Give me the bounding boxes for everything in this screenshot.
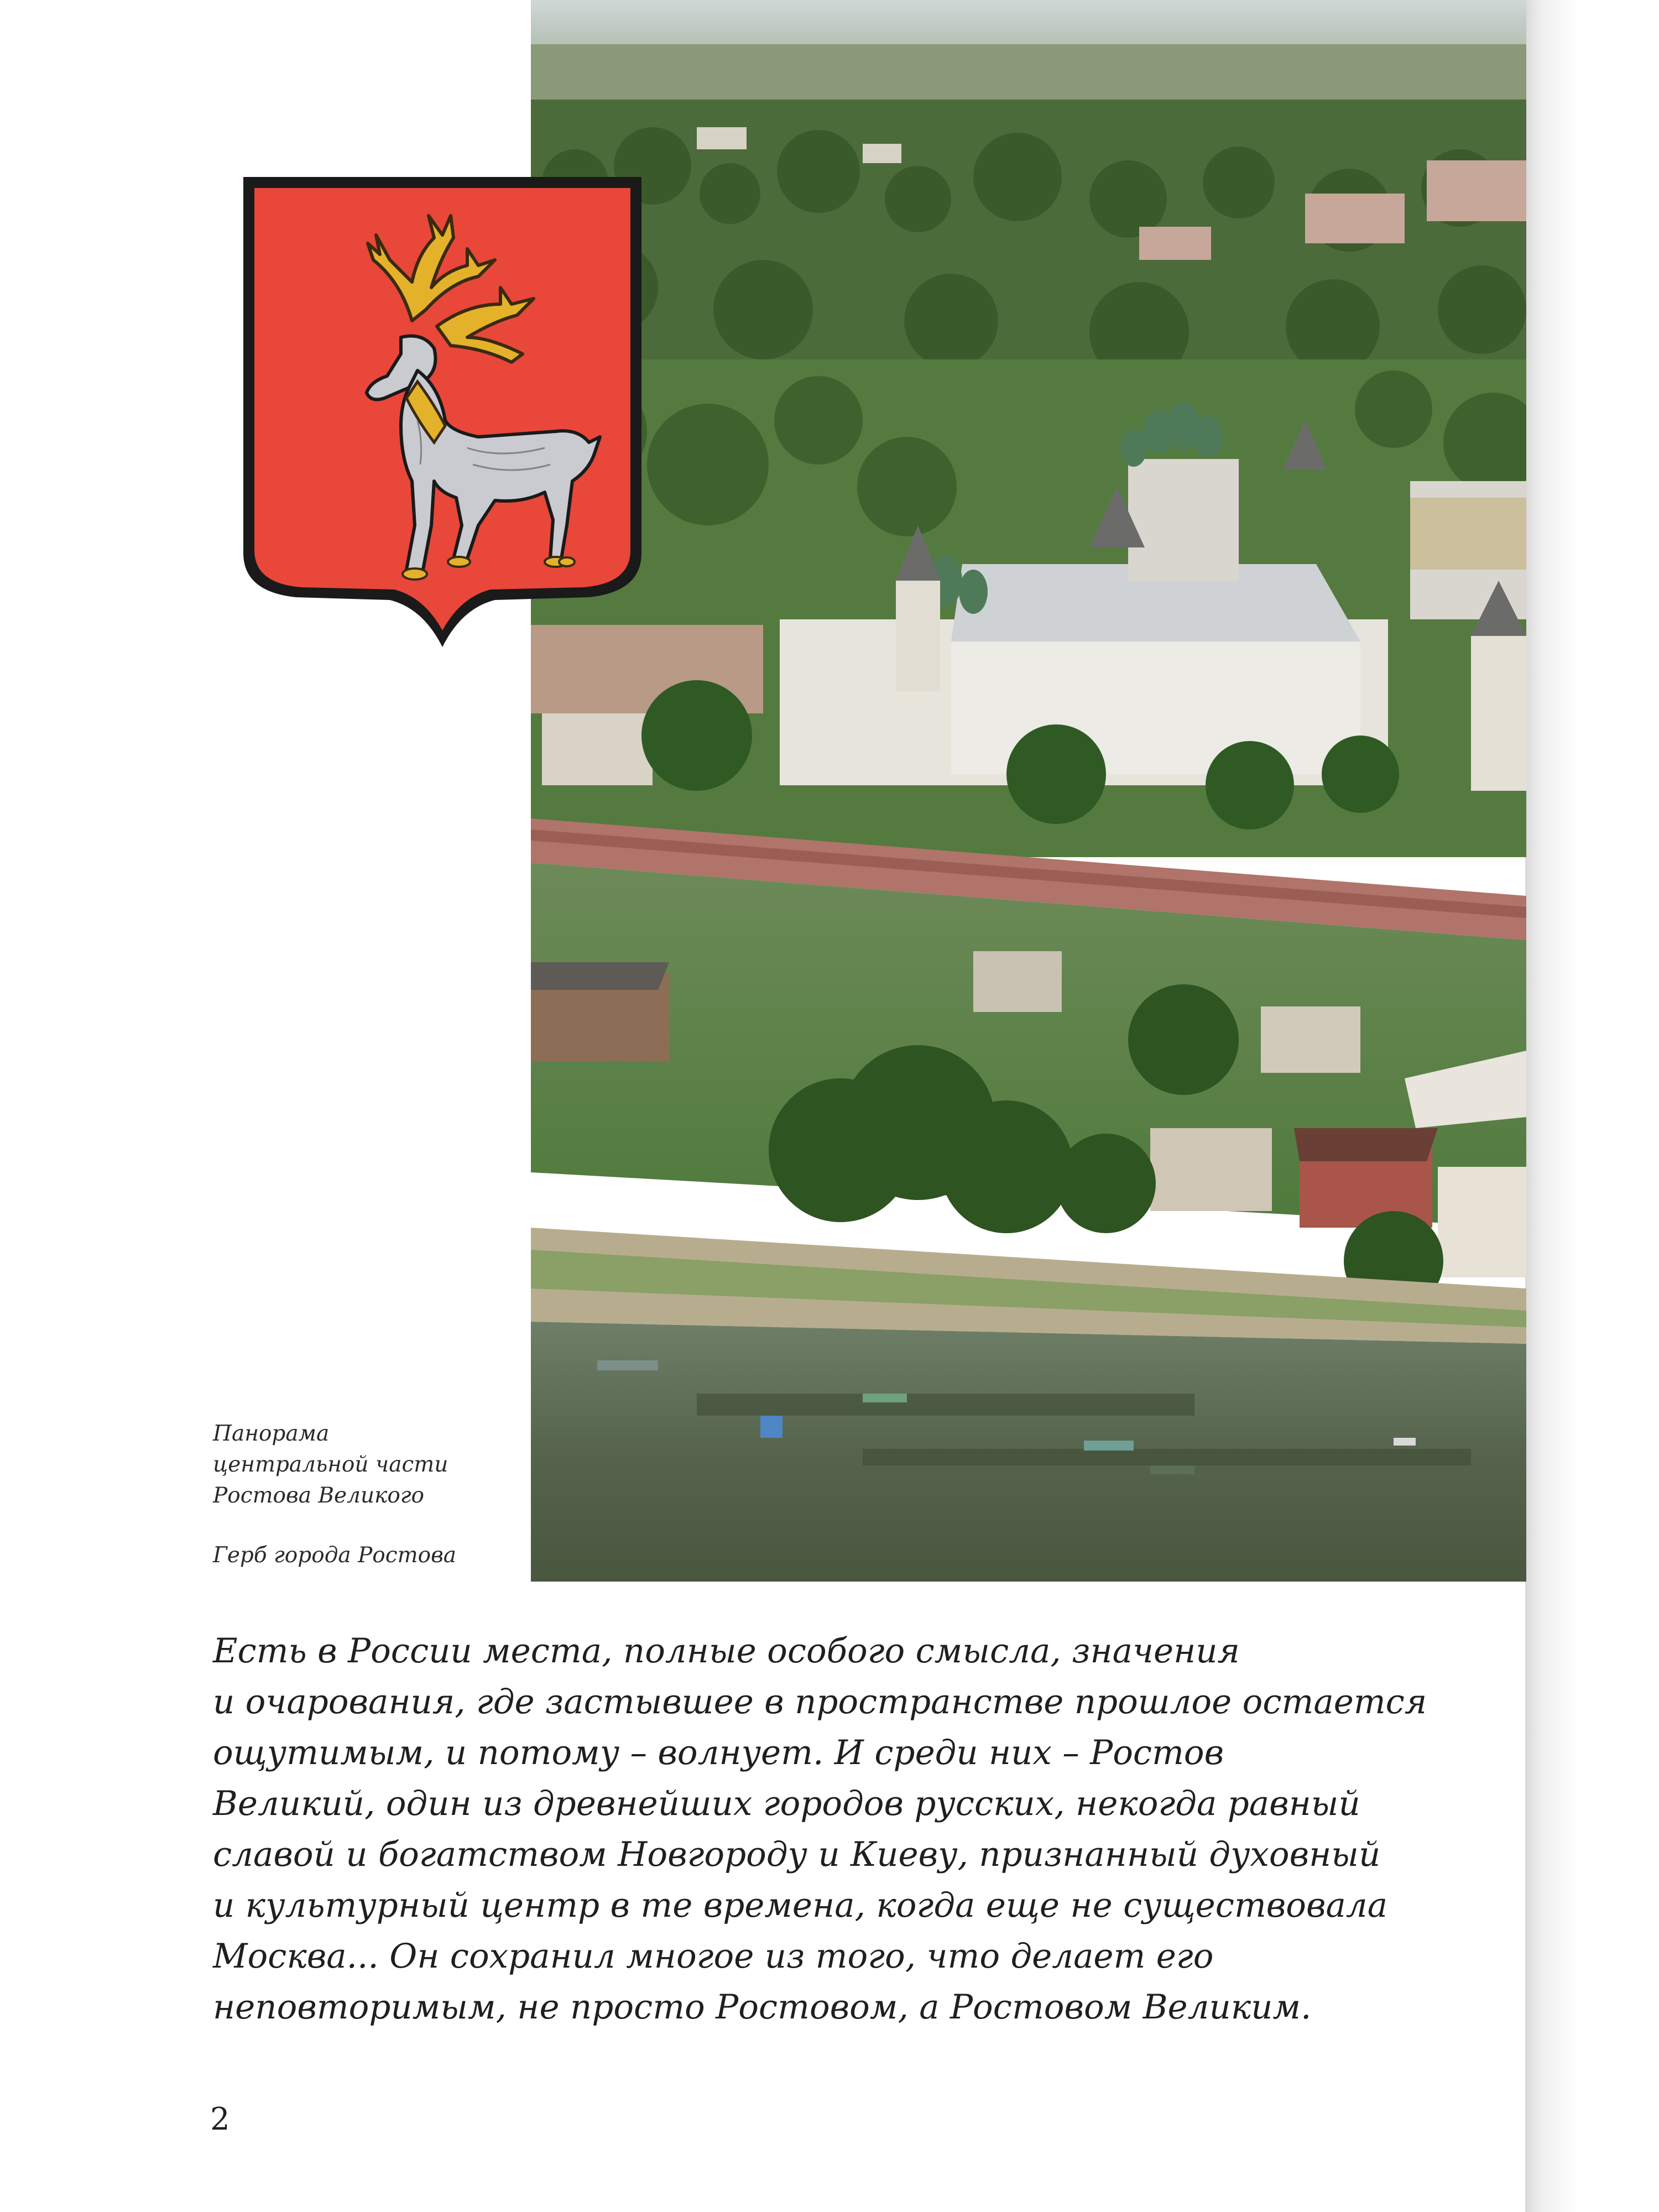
paragraph-line: Москва... Он сохранил многое из того, что делает его	[213, 1937, 1214, 1976]
intro-paragraph	[213, 1626, 1501, 2033]
page-edge-shadow	[1525, 0, 1659, 2212]
panorama-caption-line-2: центральной части	[213, 1452, 448, 1477]
panorama-caption-line-1: Панорама	[213, 1421, 330, 1446]
rostov-coat-of-arms	[235, 171, 650, 653]
panorama-caption-line-3: Ростова Великого	[213, 1483, 425, 1508]
rostov-panorama-illustration	[531, 0, 1526, 1582]
paragraph-line: и культурный центр в те времена, когда еще не существовала	[213, 1886, 1388, 1925]
paragraph-line: Есть в России места, полные особого смысла, значения	[213, 1631, 1240, 1671]
paragraph-line: неповторимым, не просто Ростовом, а Ростовом Великим.	[213, 1987, 1312, 2027]
coat-of-arms-caption: Герб города Ростова	[213, 1543, 457, 1568]
page-number: 2	[210, 2101, 230, 2137]
paragraph-line: и очарования, где застывшее в пространстве прошлое остается	[213, 1682, 1427, 1721]
paragraph-line: ощутимым, и потому – волнует. И среди них – Ростов	[213, 1733, 1224, 1772]
paragraph-line: Великий, один из древнейших городов русских, некогда равный	[213, 1784, 1360, 1823]
paragraph-line: славой и богатством Новгороду и Киеву, признанный духовный	[213, 1835, 1381, 1874]
rostov-panorama-photo	[531, 0, 1526, 1582]
panorama-caption	[213, 1418, 500, 1511]
red-shield-with-silver-deer-icon	[235, 171, 650, 653]
